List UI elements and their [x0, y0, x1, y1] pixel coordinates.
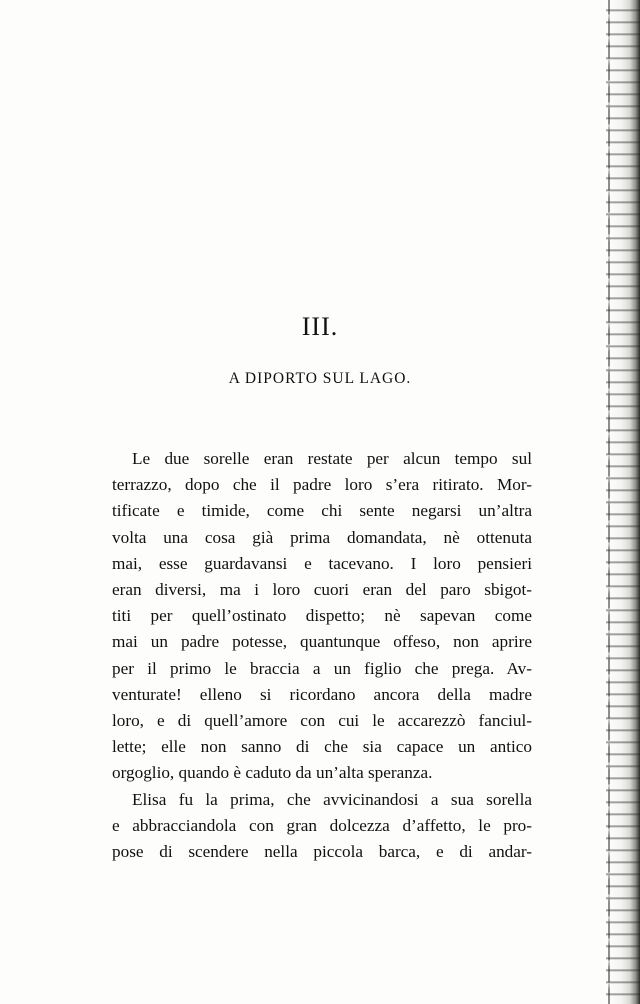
page-edge-line: [608, 0, 610, 1004]
text-line: volta una cosa già prima domandata, nè ottenuta: [112, 527, 532, 547]
text-line: venturate! elleno si ricordano ancora della madre: [112, 684, 532, 704]
text-line: eran diversi, ma i loro cuori eran del paro sbigot-: [112, 580, 532, 600]
text-line: terrazzo, dopo che il padre loro s’era ritirato. Mor-: [112, 475, 532, 495]
text-line: tificate e timide, come chi sente negarsi un’altra: [112, 501, 532, 521]
text-line: pose di scendere nella piccola barca, e di andar-: [112, 842, 532, 862]
text-line: orgoglio, quando è caduto da un’alta speranza.: [112, 763, 433, 783]
text-line: per il primo le braccia a un figlio che prega. Av-: [112, 658, 532, 678]
paragraph-2: [112, 787, 532, 866]
text-line: Le due sorelle eran restate per alcun tempo sul: [132, 449, 532, 468]
text-line: Elisa fu la prima, che avvicinandosi a sua sorella: [132, 789, 532, 809]
text-line: mai un padre potesse, quantunque offeso, non aprire: [112, 632, 532, 652]
text-line: titi per quell’ostinato dispetto; nè sapevan come: [112, 606, 532, 626]
text-line: e abbracciandola con gran dolcezza d’affetto, le pro-: [112, 815, 532, 835]
page-edge: [606, 0, 640, 1004]
text-line: loro, e di quell’amore con cui le accarezzò fanciul-: [112, 711, 532, 731]
body-text: [112, 446, 532, 865]
chapter-number: III.: [301, 312, 339, 341]
text-line: mai, esse guardavansi e tacevano. I loro pensieri: [112, 553, 532, 573]
text-line: lette; elle non sanno di che sia capace un antico: [112, 737, 532, 757]
paragraph-1: [112, 446, 532, 787]
chapter-title: A DIPORTO SUL LAGO.: [228, 370, 412, 387]
